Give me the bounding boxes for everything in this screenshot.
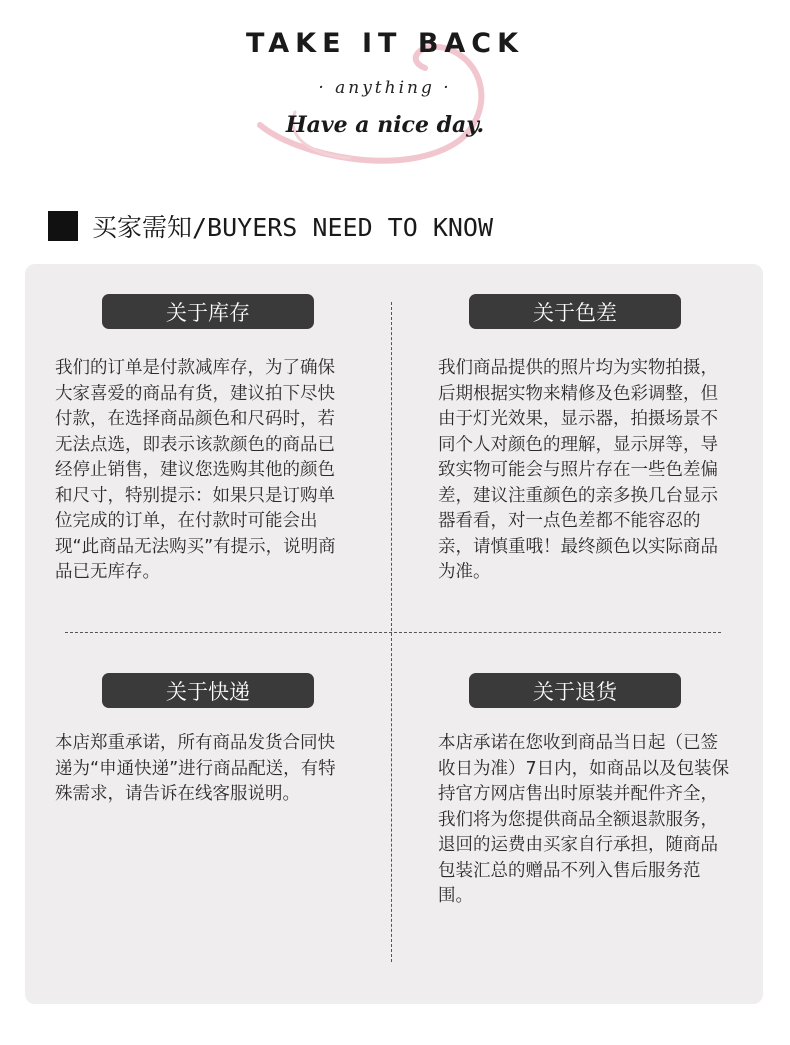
color-difference-label: 关于色差 xyxy=(469,294,681,329)
brand-logo xyxy=(0,0,790,175)
brand-tagline: Have a nice day. xyxy=(285,112,485,138)
shipping-label: 关于快递 xyxy=(102,673,314,708)
brand-title: TAKE IT BACK xyxy=(245,28,525,59)
inventory-label: 关于库存 xyxy=(102,294,314,329)
info-panel xyxy=(25,264,763,1004)
returns-text: 本店承诺在您收到商品当日起（已签收日为准）7日内，如商品以及包装保持官方网店售出时原装并配件齐全，我们将为您提供商品全额退款服务，退回的运费由买家自行承担，随商品包装汇总的赠品不列入售后服务范围。 xyxy=(438,733,730,906)
section-heading xyxy=(48,209,493,243)
brand-subtitle: · anything · xyxy=(318,78,452,98)
shipping-text: 本店郑重承诺，所有商品发货合同快递为“申通快递”进行商品配送，有特殊需求，请告诉在线客服说明。 xyxy=(55,733,336,804)
returns-label: 关于退货 xyxy=(469,673,681,708)
inventory-text: 我们的订单是付款减库存，为了确保大家喜爱的商品有货，建议拍下尽快付款，在选择商品颜色和尺码时，若无法点选，即表示该款颜色的商品已经停止销售，建议您选购其他的颜色和尺寸，特别提示：如果只是订购单位完成的订单，在付款时可能会出现“此商品无法购买”有提示，说明商品已无库存。 xyxy=(55,358,336,582)
section-heading-text: 买家需知/BUYERS NEED TO KNOW xyxy=(92,213,494,242)
square-bullet-icon xyxy=(48,211,78,241)
color-difference-text: 我们商品提供的照片均为实物拍摄，后期根据实物来精修及色彩调整，但由于灯光效果，显示器，拍摄场景不同个人对颜色的理解，显示屏等，导致实物可能会与照片存在一些色差偏差，建议注重颜色的亲多换几台显示器看看，对一点色差都不能容忍的亲，请慎重哦！最终颜色以实际商品为准。 xyxy=(438,358,718,582)
horizontal-divider xyxy=(65,632,721,633)
